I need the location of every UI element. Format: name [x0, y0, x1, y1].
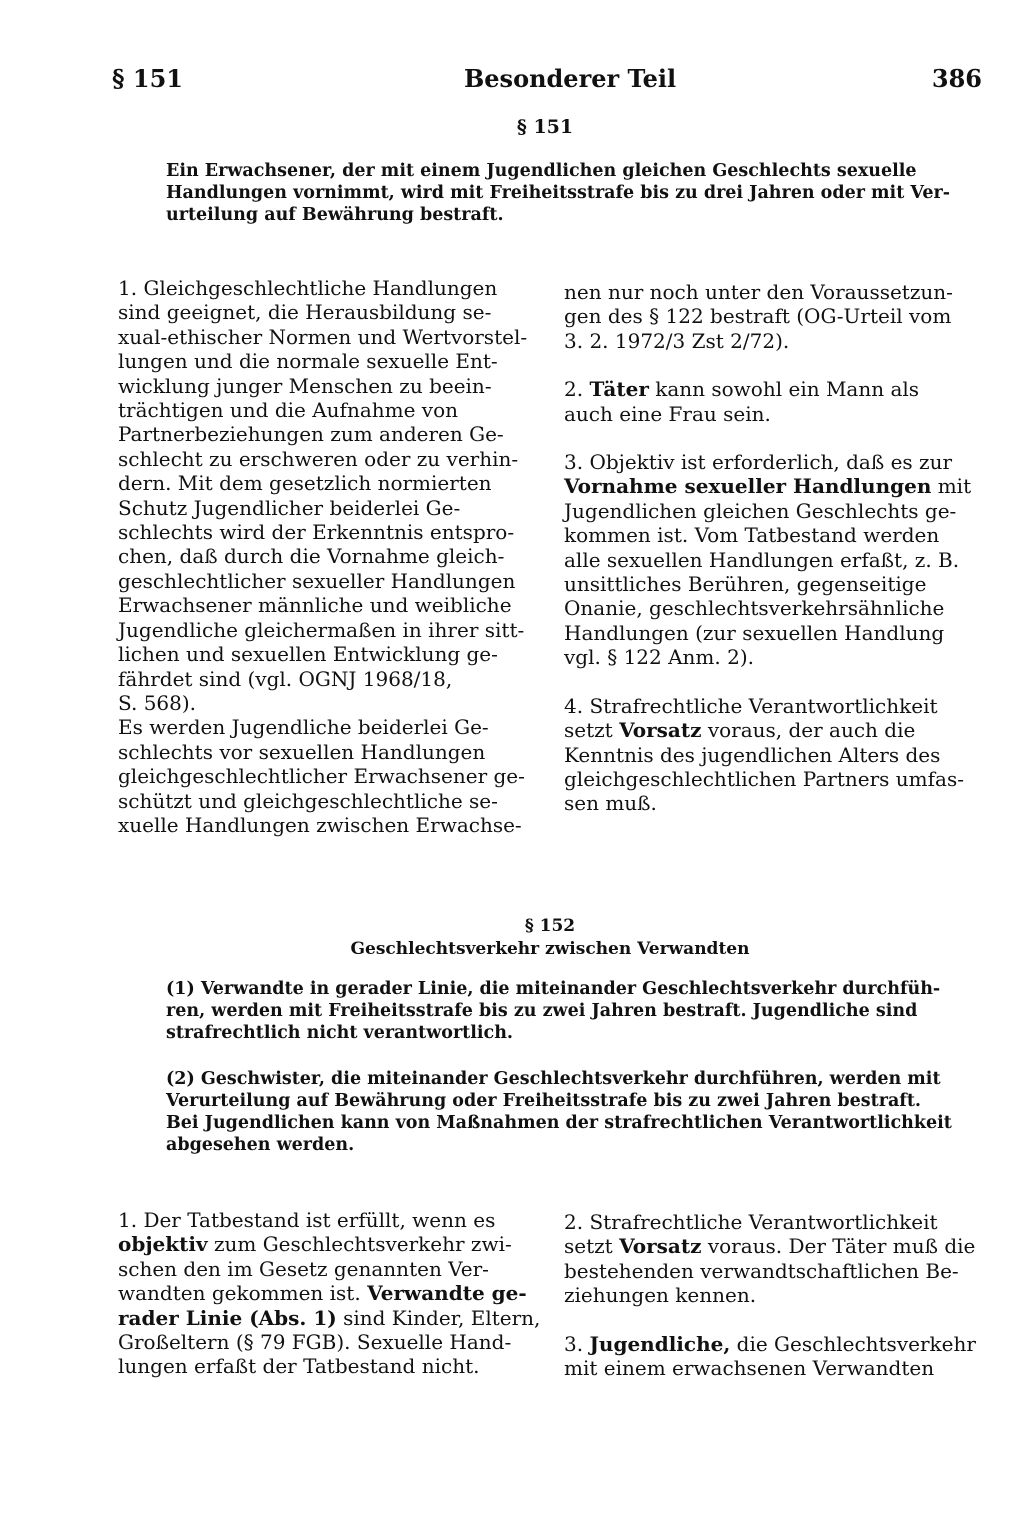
text-line: S. 568). — [118, 690, 197, 715]
text-run: setzt — [564, 718, 613, 743]
running-header — [112, 64, 982, 100]
text-line: Erwachsener männliche und weibliche — [118, 593, 512, 618]
text-line: vgl. § 122 Anm. 2). — [564, 645, 754, 670]
text-run: mit — [937, 474, 972, 499]
header-part-title: Besonderer Teil — [464, 64, 677, 93]
text-line: fährdet sind (vgl. OGNJ 1968/18, — [118, 666, 453, 691]
text-line: lungen erfaßt der Tatbestand nicht. — [118, 1354, 480, 1379]
text-run: voraus. Der Täter muß die — [707, 1234, 976, 1259]
text-line: Großeltern (§ 79 FGB). Sexuelle Hand- — [118, 1330, 512, 1355]
bold-term: Vornahme sexueller Handlungen — [564, 474, 932, 499]
text-line: nen nur noch unter den Voraussetzun- — [564, 280, 953, 304]
text-line: trächtigen und die Aufnahme von — [118, 398, 459, 423]
note-number: 2. — [564, 377, 584, 402]
text-line: gleichgeschlechtlicher Erwachsener ge- — [118, 764, 525, 789]
text-line: xuelle Handlungen zwischen Erwachse- — [118, 812, 522, 837]
text-line: lungen und die normale sexuelle Ent- — [118, 349, 498, 374]
law-line: ren, werden mit Freiheitsstrafe bis zu zwei Jahren bestraft. Jugendliche sind — [166, 1001, 918, 1021]
text-line: dern. Mit dem gesetzlich normierten — [118, 471, 492, 496]
law-line: urteilung auf Bewährung bestraft. — [166, 205, 504, 225]
text-line: auch eine Frau sein. — [564, 401, 771, 426]
text-line: schlechts wird der Erkenntnis entspro- — [118, 520, 515, 545]
bold-term: Täter — [589, 377, 649, 402]
note-4-line — [564, 718, 984, 742]
text-line: geschlechtlicher sexueller Handlungen — [118, 568, 516, 593]
text-line: gen des § 122 bestraft (OG-Urteil vom — [564, 304, 952, 329]
text-line: 1. Gleichgeschlechtliche Handlungen — [118, 276, 498, 300]
law-line: abgesehen werden. — [166, 1135, 355, 1155]
note-number: 3. — [564, 1331, 584, 1356]
text-line: Jugendlichen gleichen Geschlechts ge- — [564, 498, 957, 523]
text-line: Onanie, geschlechtsverkehrsähnliche — [564, 596, 945, 621]
text-line: mit einem erwachsenen Verwandten — [564, 1356, 935, 1381]
bold-term: Vorsatz — [619, 718, 702, 743]
text-run: die Geschlechtsverkehr — [736, 1331, 976, 1356]
note-3-line — [564, 474, 984, 498]
law-line: Ein Erwachsener, der mit einem Jugendlichen gleichen Geschlechts sexuelle — [166, 161, 917, 181]
text-line-mixed — [564, 1332, 984, 1356]
text-line: lichen und sexuellen Entwicklung ge- — [118, 642, 498, 667]
section-151-commentary-right — [564, 280, 984, 816]
text-line: bestehenden verwandtschaftlichen Be- — [564, 1258, 959, 1283]
text-line: Handlungen (zur sexuellen Handlung — [564, 620, 945, 645]
bold-term: Verwandte ge- — [367, 1281, 527, 1306]
text-line: Schutz Jugendlicher beiderlei Ge- — [118, 495, 461, 520]
section-151-commentary-left — [118, 276, 538, 837]
bold-term: objektiv — [118, 1232, 208, 1257]
section-152-paragraph-2 — [166, 1068, 952, 1156]
text-line: ziehungen kennen. — [564, 1283, 757, 1308]
note-2-line — [564, 377, 984, 401]
text-run: voraus, der auch die — [707, 718, 916, 743]
text-line: 3. Objektiv ist erforderlich, daß es zur — [564, 450, 953, 475]
text-line: chen, daß durch die Vornahme gleich- — [118, 544, 505, 569]
text-line: Jugendliche gleichermaßen in ihrer sitt- — [118, 617, 525, 642]
section-152-title: Geschlechtsverkehr zwischen Verwandten — [350, 939, 750, 959]
text-line: 1. Der Tatbestand ist erfüllt, wenn es — [118, 1208, 496, 1232]
law-line: Bei Jugendlichen kann von Maßnahmen der strafrechtlichen Verantwortlichkeit — [166, 1113, 952, 1133]
text-line: 4. Strafrechtliche Verantwortlichkeit — [564, 693, 938, 718]
text-run: kann sowohl ein Mann als — [655, 377, 920, 402]
text-line: gleichgeschlechtlichen Partners umfas- — [564, 766, 964, 791]
text-line-mixed — [564, 1234, 984, 1258]
section-151-law-text — [166, 160, 950, 226]
header-section-ref: § 151 — [112, 64, 184, 93]
text-line: Kenntnis des jugendlichen Alters des — [564, 742, 941, 767]
bold-term: rader Linie (Abs. 1) — [118, 1305, 337, 1330]
law-line: (1) Verwandte in gerader Linie, die miteinander Geschlechtsverkehr durchfüh- — [166, 979, 941, 999]
text-run: setzt — [564, 1234, 613, 1259]
text-line: 3. 2. 1972/3 Zst 2/72). — [564, 328, 790, 353]
text-line: Partnerbeziehungen zum anderen Ge- — [118, 422, 504, 447]
law-line: Verurteilung auf Bewährung oder Freiheitsstrafe bis zu zwei Jahren bestraft. — [166, 1091, 921, 1111]
law-line: Handlungen vornimmt, wird mit Freiheitsstrafe bis zu drei Jahren oder mit Ver- — [166, 183, 950, 203]
text-line-mixed — [118, 1281, 538, 1305]
bold-term: Vorsatz — [619, 1234, 702, 1259]
text-line: kommen ist. Vom Tatbestand werden — [564, 523, 940, 548]
section-152-paragraph-1 — [166, 978, 941, 1044]
text-line-mixed — [118, 1305, 541, 1330]
section-151-number: § 151 — [516, 116, 574, 138]
text-line: schützt und gleichgeschlechtliche se- — [118, 788, 498, 813]
section-152-commentary-left — [118, 1208, 541, 1379]
text-line: xual-ethischer Normen und Wertvorstel- — [118, 324, 528, 349]
text-line: unsittliches Berühren, gegenseitige — [564, 572, 927, 597]
text-line: 2. Strafrechtliche Verantwortlichkeit — [564, 1210, 938, 1234]
law-line: (2) Geschwister, die miteinander Geschlechtsverkehr durchführen, werden mit — [166, 1069, 941, 1089]
text-line: schlecht zu erschweren oder zu verhin- — [118, 446, 519, 471]
page-number: 386 — [931, 64, 982, 93]
text-run: sind Kinder, Eltern, — [343, 1305, 541, 1330]
text-run: wandten gekommen ist. — [118, 1281, 361, 1306]
bold-term: Jugendliche, — [589, 1331, 731, 1356]
law-line: strafrechtlich nicht verantwortlich. — [166, 1023, 514, 1043]
text-line: sen muß. — [564, 791, 657, 816]
text-line: schen den im Gesetz genannten Ver- — [118, 1256, 489, 1281]
text-line: wicklung junger Menschen zu beein- — [118, 373, 492, 398]
text-line-mixed — [118, 1232, 538, 1256]
section-152-commentary-right — [564, 1210, 984, 1380]
text-line: Es werden Jugendliche beiderlei Ge- — [118, 715, 489, 740]
text-run: zum Geschlechtsverkehr zwi- — [213, 1232, 512, 1257]
text-line: sind geeignet, die Herausbildung se- — [118, 300, 492, 325]
section-152-number: § 152 — [524, 916, 576, 936]
text-line: schlechts vor sexuellen Handlungen — [118, 739, 486, 764]
text-line: alle sexuellen Handlungen erfaßt, z. B. — [564, 547, 960, 572]
